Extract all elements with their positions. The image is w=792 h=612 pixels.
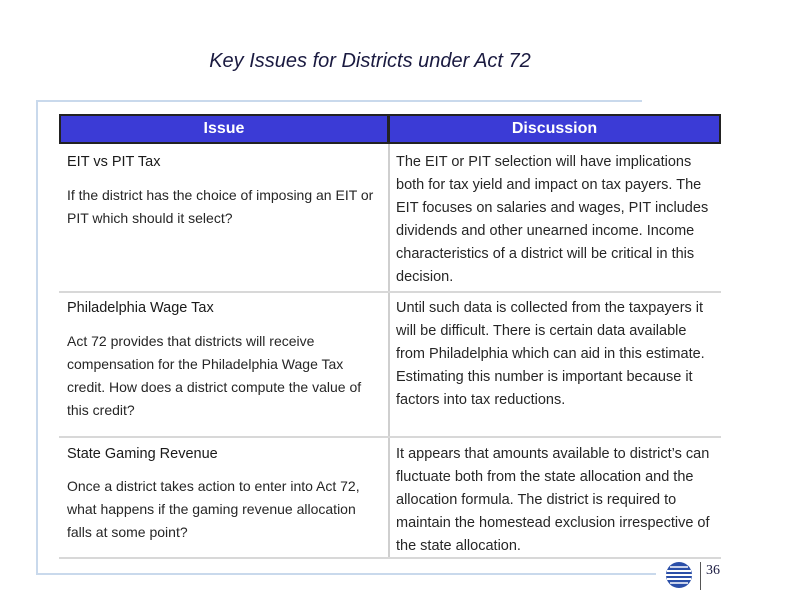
discussion-state-gaming-revenue: It appears that amounts available to district’s can fluctuate both from the state allocation and the allocation formula. The district is required to maintain the homestead exclusion irrespective of the state allocation. xyxy=(396,446,710,554)
header-discussion: Discussion xyxy=(388,114,721,144)
issue-title-eit-pit: EIT vs PIT Tax xyxy=(67,154,161,170)
globe-logo-icon xyxy=(664,560,696,595)
discussion-philadelphia-wage-tax: Until such data is collected from the taxpayers it will be difficult. There is certain data available from Philadelphia which can aid in this estimate. Estimating this number is important because it factors into tax reductions. xyxy=(396,300,705,408)
header-issue: Issue xyxy=(59,114,389,144)
row-divider xyxy=(59,291,721,293)
row-divider xyxy=(59,436,721,438)
column-divider xyxy=(388,144,390,559)
issue-body-eit-pit: If the district has the choice of imposing an EIT or PIT which should it select? xyxy=(67,187,374,226)
page-number: 36 xyxy=(706,563,720,578)
discussion-eit-pit: The EIT or PIT selection will have implications both for tax yield and impact on tax payers. The EIT focuses on salaries and wages, PIT includes dividends and other unearned income. Income characteristics of a district will be critical in this decision. xyxy=(396,154,709,285)
issue-body-philadelphia-wage-tax: Act 72 provides that districts will receive compensation for the Philadelphia Wage Tax credit. How does a district compute the value of this credit? xyxy=(67,333,362,418)
issue-title-philadelphia-wage-tax: Philadelphia Wage Tax xyxy=(67,300,214,316)
issue-body-state-gaming-revenue: Once a district takes action to enter into Act 72, what happens if the gaming revenue allocation falls at some point? xyxy=(67,478,360,540)
issue-title-state-gaming-revenue: State Gaming Revenue xyxy=(67,446,218,462)
frame-left-line xyxy=(36,100,38,574)
slide-title: Key Issues for Districts under Act 72 xyxy=(209,50,531,72)
frame-bottom-line xyxy=(36,573,656,575)
page-number-separator xyxy=(700,562,701,590)
frame-top-line xyxy=(36,100,642,102)
